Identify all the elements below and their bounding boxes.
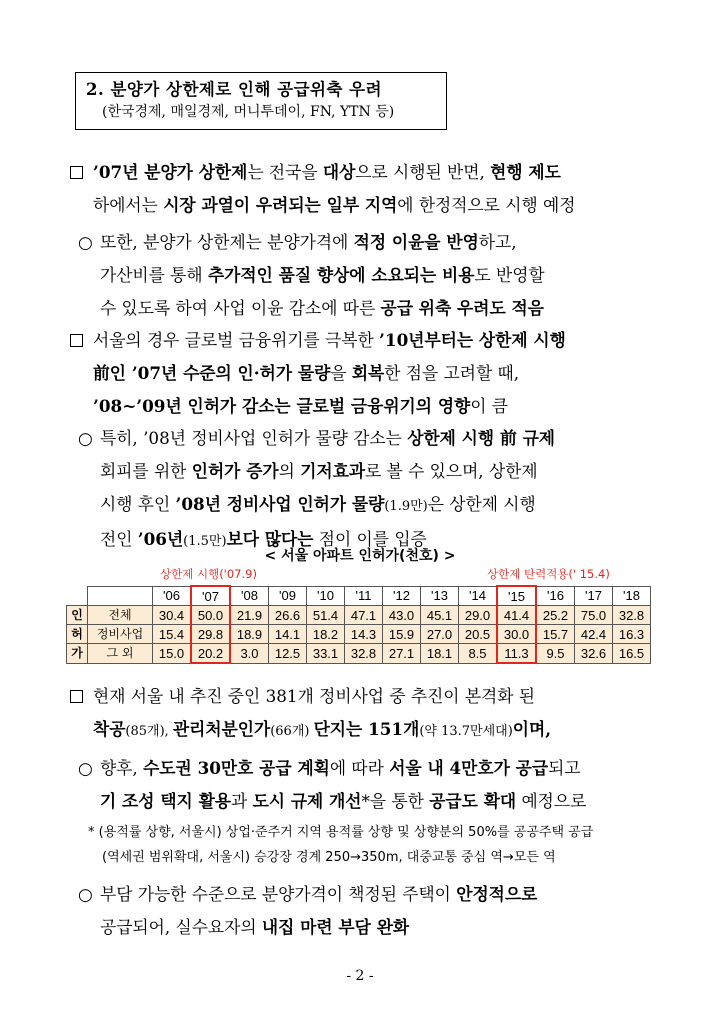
year-cell: '15 [497, 586, 536, 606]
paragraph-2: ○ 또한, 분양가 상한제는 분양가격에 적정 이윤을 반영하고, 가산비를 통해 추가적인 품질 향상에 소요되는 비용도 반영할 수 있도록 하여 사업 이윤 감소에 따른 공급 위축 우려도 적음 [78, 226, 545, 325]
paragraph-1: ’07년 분양가 상한제는 전국을 대상으로 시행된 반면, 현행 제도 하에서는 시장 과열이 우려되는 일부 지역에 한정적으로 시행 예정 [70, 156, 575, 222]
year-cell: '08 [230, 586, 269, 606]
circle-bullet-icon: ○ [78, 884, 93, 904]
table-row: 허 정비사업 15.4 29.8 18.9 14.1 18.2 14.3 15.9 27.0 20.5 30.0 15.7 42.4 16.3 [67, 625, 651, 644]
year-cell: '12 [383, 586, 421, 606]
year-cell: '14 [459, 586, 498, 606]
circle-bullet-icon: ○ [78, 232, 93, 252]
section-heading-box [75, 72, 447, 130]
year-cell: '17 [575, 586, 613, 606]
square-bullet-icon [70, 166, 83, 179]
paragraph-4: ○ 특히, ’08년 정비사업 인허가 물량 감소는 상한제 시행 前 규제 회피를 위한 인허가 증가의 기저효과로 볼 수 있으며, 상한제 시행 후인 ’08년 정비사업 인허가 물량(1.9만)은 상한제 시행 전인 ’06년(1.5만)보다 많다는 점이 이를 입증 [78, 422, 555, 558]
page-number: - 2 - [346, 968, 374, 984]
table-row: 가 그 외 15.0 20.2 3.0 12.5 33.1 32.8 27.1 18.1 8.5 11.3 9.5 32.6 16.5 [67, 644, 651, 664]
paragraph-6: ○ 향후, 수도권 30만호 공급 계획에 따라 서울 내 4만호가 공급되고 기 조성 택지 활용과 도시 규제 개선*을 통한 공급도 확대 예정으로 [78, 752, 586, 818]
paragraph-7: ○ 부담 가능한 수준으로 분양가격이 책정된 주택이 안정적으로 공급되어, 실수요자의 내집 마련 부담 완화 [78, 878, 537, 944]
year-cell: '13 [421, 586, 459, 606]
year-cell: '18 [613, 586, 651, 606]
paragraph-5: 현재 서울 내 추진 중인 381개 정비사업 중 추진이 본격화 된 착공(85개), 관리처분인가(66개) 단지는 151개(약 13.7만세대)이며, [70, 680, 551, 748]
year-cell: '06 [153, 586, 192, 606]
year-cell: '11 [345, 586, 383, 606]
permit-table [66, 585, 651, 664]
footnote: * (용적률 상향, 서울시) 상업·준주거 지역 용적률 상향 및 상향분의 50%를 공공주택 공급 (역세권 범위확대, 서울시) 승강장 경계 250→350m, 대중교통 중심 역→모든 역 [88, 825, 594, 865]
table-title: < 서울 아파트 인허가(천호) > [264, 548, 456, 564]
square-bullet-icon [70, 690, 83, 703]
year-cell: '16 [536, 586, 575, 606]
section-sources: (한국경제, 매일경제, 머니투데이, FN, YTN 등) [102, 104, 395, 120]
year-cell: '07 [191, 586, 230, 606]
table-note-right: 상한제 탄력적용(' 15.4) [487, 567, 610, 581]
circle-bullet-icon: ○ [78, 758, 93, 778]
circle-bullet-icon: ○ [78, 428, 93, 448]
year-cell: '10 [307, 586, 345, 606]
table-row: 인 전체 30.4 50.0 21.9 26.6 51.4 47.1 43.0 45.1 29.0 41.4 25.2 75.0 32.8 [67, 606, 651, 625]
year-cell: '09 [269, 586, 307, 606]
table-note-left: 상한제 시행('07.9) [160, 567, 257, 581]
paragraph-3: 서울의 경우 글로벌 금융위기를 극복한 ’10년부터는 상한제 시행 前인 ’07년 수준의 인·허가 물량을 회복한 점을 고려할 때, ’08~’09년 인허가 감소는 글로벌 금융위기의 영향이 큼 [70, 324, 566, 423]
section-title: 2. 분양가 상한제로 인해 공급위축 우려 [86, 80, 383, 99]
square-bullet-icon [70, 334, 83, 347]
